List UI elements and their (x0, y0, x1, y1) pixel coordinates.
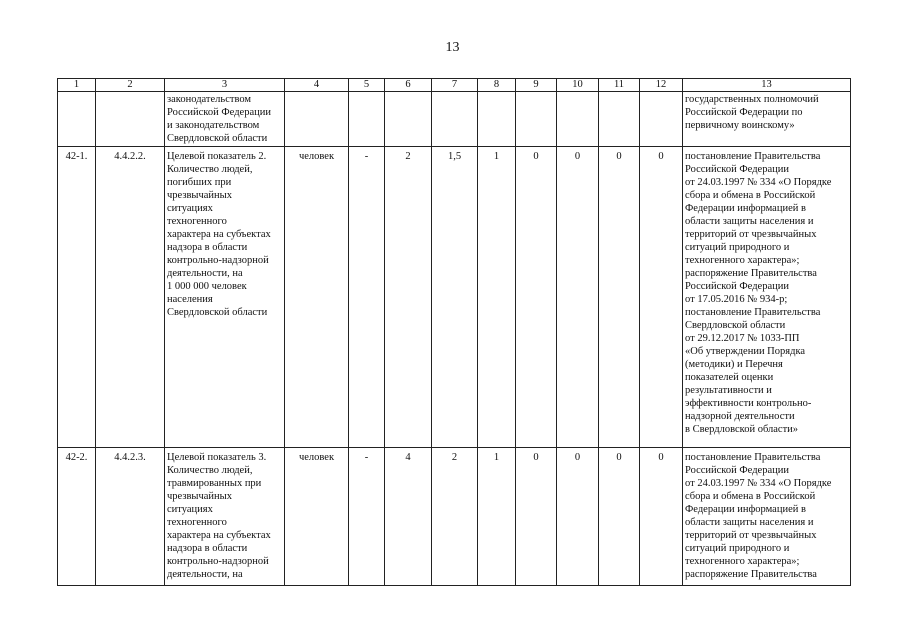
value-cell: 0 (557, 147, 599, 448)
column-number: 3 (165, 79, 285, 92)
column-number: 1 (58, 79, 96, 92)
value-cell: 0 (640, 448, 683, 586)
column-number-row (58, 79, 851, 92)
value-cell: 1,5 (432, 147, 478, 448)
row-number-cell: 42-1. (58, 147, 96, 448)
column-number: 4 (285, 79, 349, 92)
column-number: 5 (349, 79, 385, 92)
table-cell (58, 92, 96, 147)
column-number: 10 (557, 79, 599, 92)
source-cell: постановление Правительства Российской Федерации от 24.03.1997 № 334 «О Порядке сбора и обмена в Российской Федерации информацией в области защиты населения и территорий от чрезвычайных ситуаций природного и техногенного характера»; распоряжение Правительства (683, 448, 851, 586)
continuation-row (58, 92, 851, 147)
table-row (58, 448, 851, 586)
value-cell: - (349, 147, 385, 448)
value-cell: 0 (599, 448, 640, 586)
indicator-cell: законодательством Российской Федерации и законодательством Свердловской области (165, 92, 285, 147)
unit-cell: человек (285, 147, 349, 448)
source-cell: государственных полномочий Российской Федерации по первичному воинскому» (683, 92, 851, 147)
table-cell (599, 92, 640, 147)
column-number: 9 (516, 79, 557, 92)
page-number: 13 (445, 40, 460, 55)
value-cell: 1 (478, 448, 516, 586)
value-cell: 0 (516, 448, 557, 586)
table-cell (557, 92, 599, 147)
indicator-cell: Целевой показатель 2. Количество людей, погибших при чрезвычайных ситуациях техногенного характера на субъектах надзора в области контрольно-надзорной деятельности, на 1 000 000 человек населения Свердловской области (165, 147, 285, 448)
value-cell: 0 (640, 147, 683, 448)
table-cell (385, 92, 432, 147)
table-cell (640, 92, 683, 147)
table-cell (478, 92, 516, 147)
row-number-cell: 42-2. (58, 448, 96, 586)
value-cell: 0 (599, 147, 640, 448)
column-number: 6 (385, 79, 432, 92)
table-cell (516, 92, 557, 147)
column-number: 11 (599, 79, 640, 92)
source-cell: постановление Правительства Российской Федерации от 24.03.1997 № 334 «О Порядке сбора и обмена в Российской Федерации информацией в области защиты населения и территорий от чрезвычайных ситуаций природного и техногенного характера»; распоряжение Правительства Российской Федерации от 17.05.2016 № 934-р; постановление Правительства Свердловской области от 29.12.2017 № 1033-ПП «Об утверждении Порядка (методики) и Перечня показателей оценки результативности и эффективности контрольно- надзорной деятельности в Свердловской области» (683, 147, 851, 448)
value-cell: 4 (385, 448, 432, 586)
value-cell: 0 (557, 448, 599, 586)
value-cell: 1 (478, 147, 516, 448)
code-cell: 4.4.2.2. (96, 147, 165, 448)
value-cell: 0 (516, 147, 557, 448)
unit-cell: человек (285, 448, 349, 586)
table-cell (285, 92, 349, 147)
value-cell: 2 (385, 147, 432, 448)
value-cell: - (349, 448, 385, 586)
table-row (58, 147, 851, 448)
column-number: 13 (683, 79, 851, 92)
table-cell (96, 92, 165, 147)
value-cell: 2 (432, 448, 478, 586)
column-number: 12 (640, 79, 683, 92)
code-cell: 4.4.2.3. (96, 448, 165, 586)
indicators-table (57, 78, 851, 586)
table-cell (432, 92, 478, 147)
column-number: 7 (432, 79, 478, 92)
table-cell (349, 92, 385, 147)
column-number: 8 (478, 79, 516, 92)
indicator-cell: Целевой показатель 3. Количество людей, травмированных при чрезвычайных ситуациях техногенного характера на субъектах надзора в области контрольно-надзорной деятельности, на (165, 448, 285, 586)
column-number: 2 (96, 79, 165, 92)
